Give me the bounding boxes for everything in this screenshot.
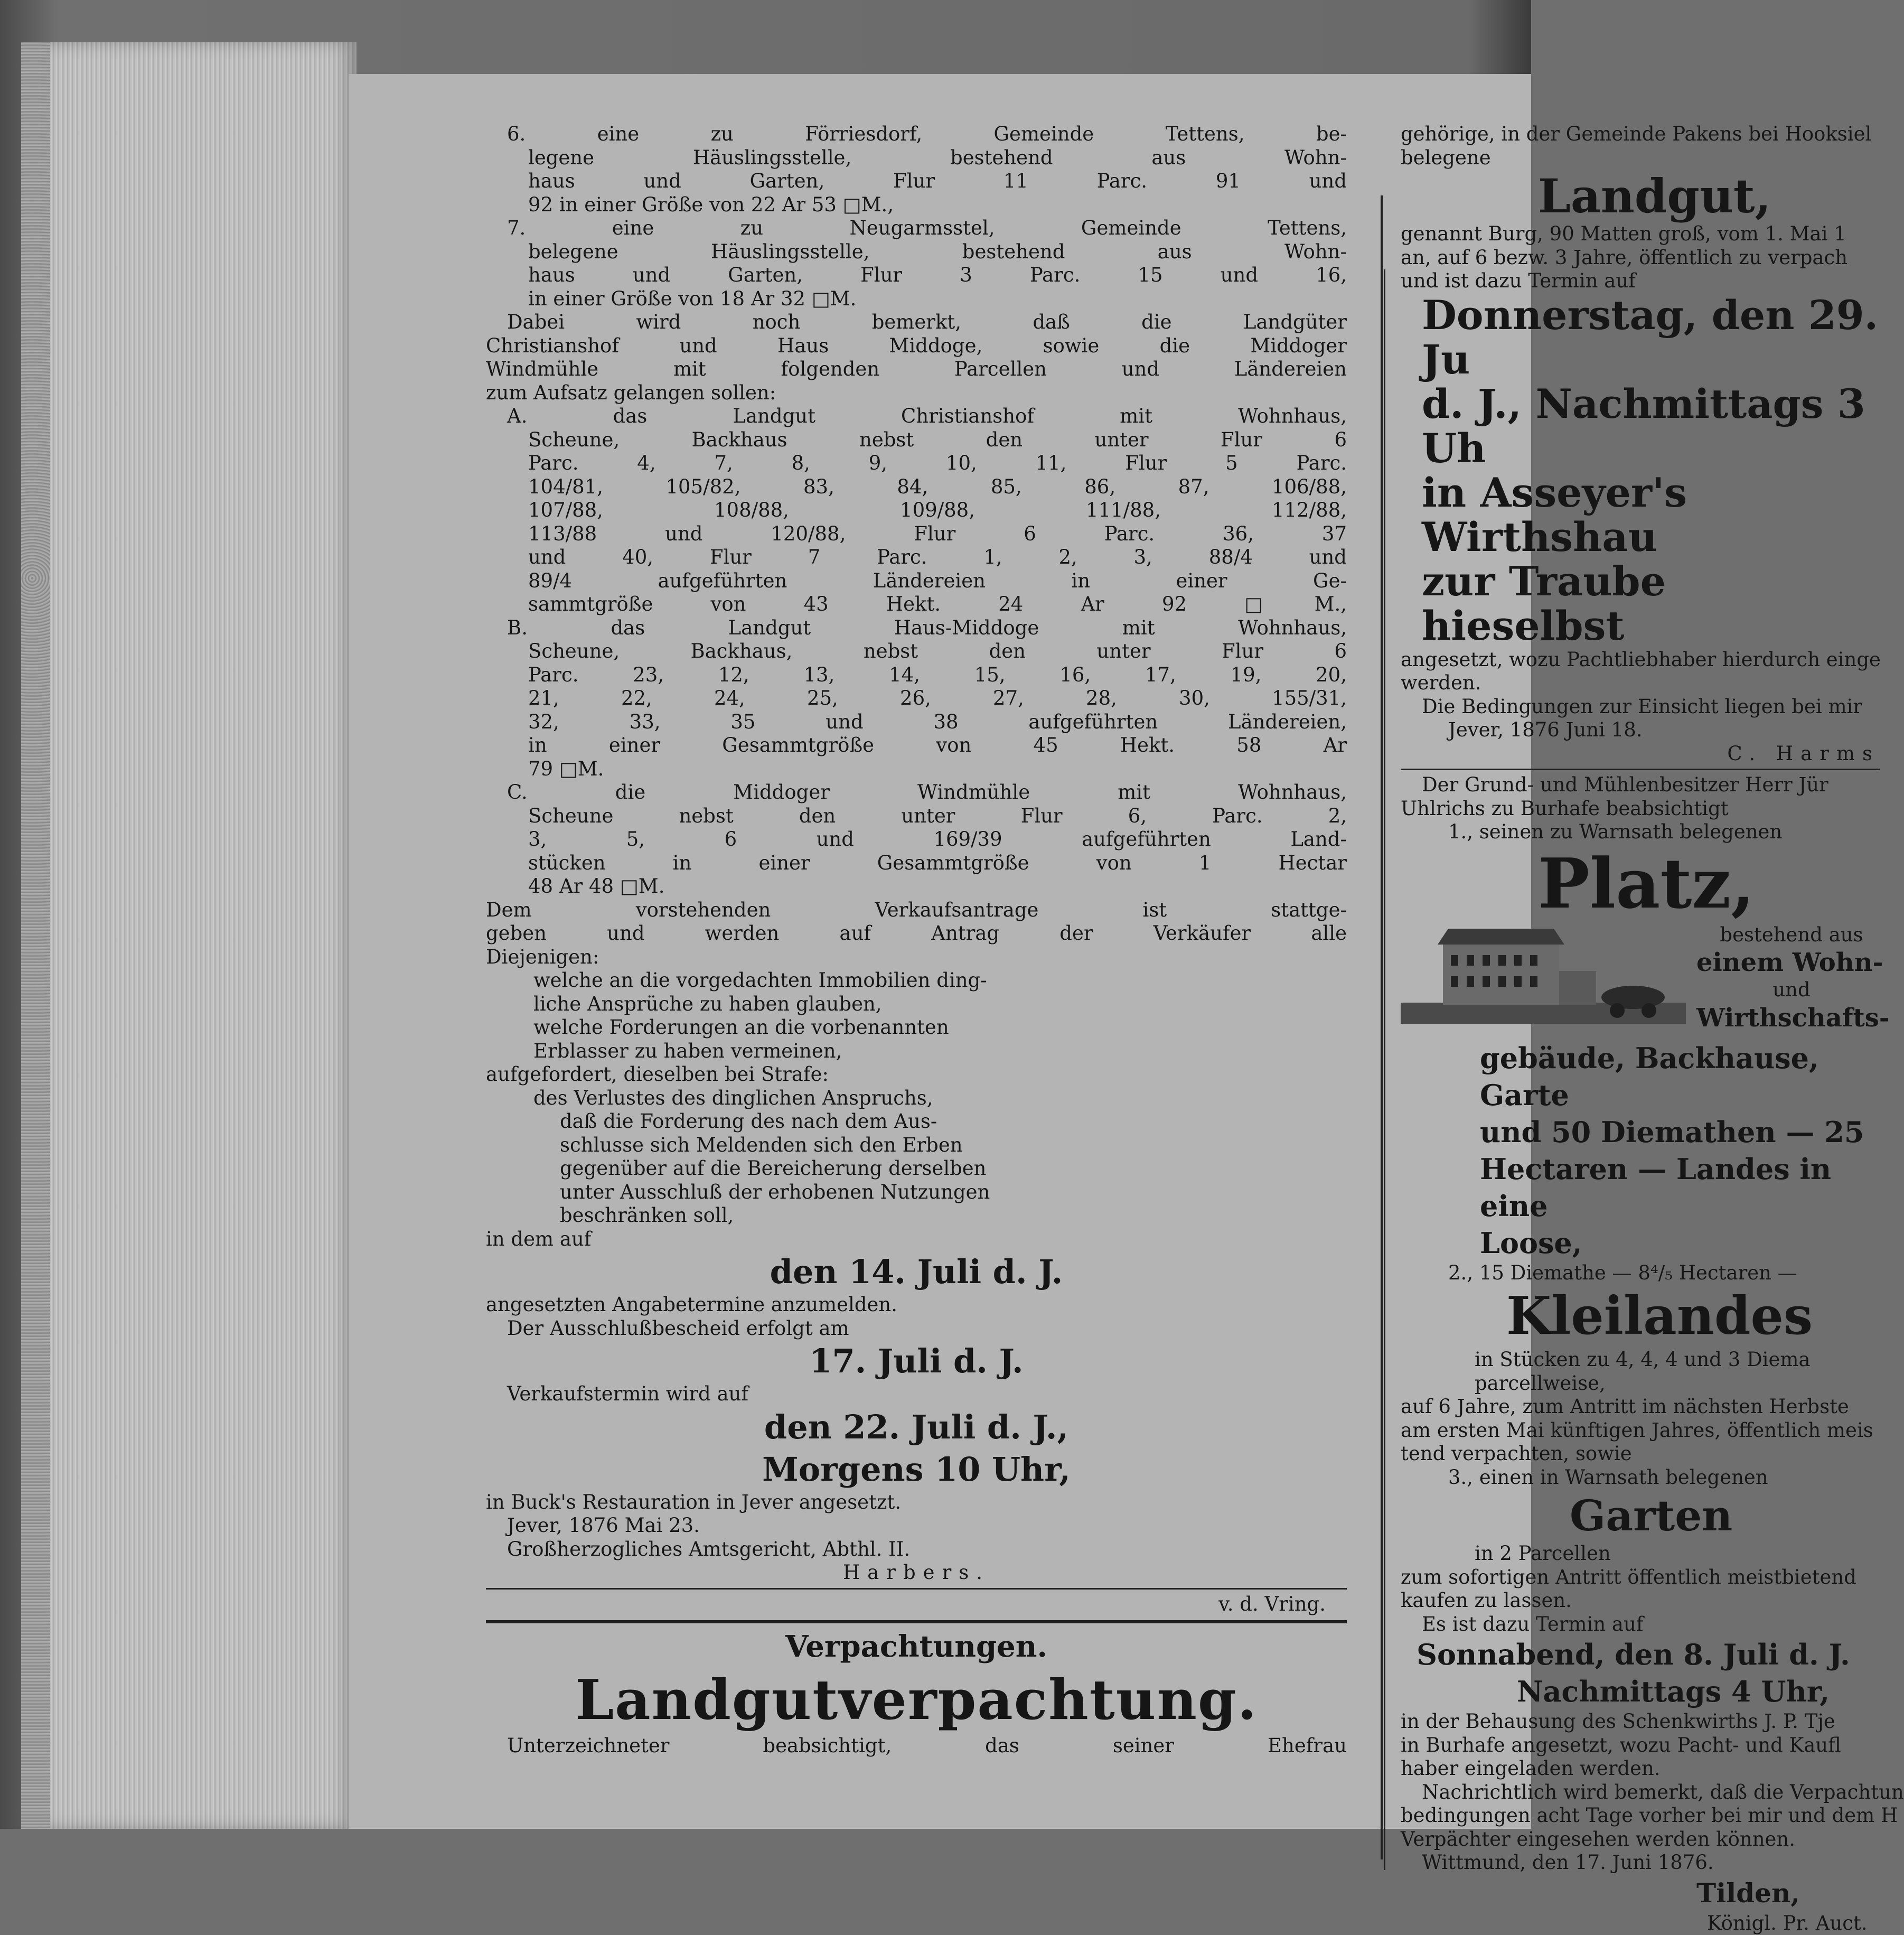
text-line: bedingungen acht Tage vorher bei mir und dem H [1401, 1804, 1880, 1828]
decree-paragraph [486, 899, 1347, 969]
text-line: genannt Burg, 90 Matten groß, vom 1. Mai 1 [1401, 222, 1880, 246]
text-line: einem Wohn- [1696, 947, 1887, 978]
text-line: 92 in einer Größe von 22 Ar 53 □M., [507, 193, 1347, 217]
text-line: 48 Ar 48 □M. [507, 875, 1347, 899]
section-header: Verpachtungen. [486, 1628, 1347, 1666]
text-line: Nachrichtlich wird bemerkt, daß die Verpachtun [1401, 1781, 1880, 1805]
text-line: auf 6 Jahre, zum Antritt im nächsten Herbste [1401, 1395, 1880, 1419]
text-line: 1., seinen zu Warnsath belegenen [1401, 820, 1880, 844]
text-line: in 2 Parcellen [1401, 1542, 1880, 1566]
text-line: 113/88 und 120/88, Flur 6 Parc. 36, 37 [507, 522, 1347, 546]
text-line: haus und Garten, Flur 3 Parc. 15 und 16, [507, 264, 1347, 287]
text-line: Erblasser zu haben vermeinen, [533, 1040, 1347, 1063]
text-line: Windmühle mit folgenden Parcellen und Ländereien [486, 358, 1347, 381]
text-line: unter Ausschluß der erhobenen Nutzungen [560, 1181, 1347, 1204]
text-line: angesetzten Angabetermine anzumelden. [486, 1293, 1347, 1317]
text-line: angesetzt, wozu Pachtliebhaber hierdurch einge [1401, 648, 1880, 672]
text-line: stücken in einer Gesammtgröße von 1 Hectar [507, 852, 1347, 875]
text-line: C. die Middoger Windmühle mit Wohnhaus, [507, 781, 1347, 805]
text-line: welche an die vorgedachten Immobilien ding- [533, 969, 1347, 993]
text-line: Loose, [1401, 1224, 1880, 1261]
place-date: Jever, 1876 Mai 23. [486, 1514, 1347, 1538]
text-line: 21, 22, 24, 25, 26, 27, 28, 30, 155/31, [507, 687, 1347, 711]
text-line: B. das Landgut Haus-Middoge mit Wohnhaus, [507, 616, 1347, 640]
termin-line: zur Traube hieselbst [1401, 559, 1880, 648]
court-name: Großherzogliches Amtsgericht, Abthl. II. [486, 1538, 1347, 1562]
item-a [486, 405, 1347, 616]
text-line: A. das Landgut Christianshof mit Wohnhaus, [507, 405, 1347, 428]
item-b [486, 616, 1347, 781]
headline: Platz, [1401, 844, 1880, 923]
platz-block [1401, 923, 1880, 1040]
text-line: beschränken soll, [560, 1204, 1347, 1228]
text-line: belegene [1401, 146, 1880, 170]
text-line: 3., einen in Warnsath belegenen [1401, 1466, 1880, 1490]
text-line: Verkaufstermin wird auf [486, 1382, 1347, 1406]
text-line: 104/81, 105/82, 83, 84, 85, 86, 87, 106/88, [507, 475, 1347, 499]
items-6-7 [486, 123, 1347, 311]
text-line: Dem vorstehenden Verkaufsantrage ist stattge- [486, 899, 1347, 922]
text-line: des Verlustes des dinglichen Anspruchs, [486, 1087, 1347, 1110]
text-line: bestehend aus [1696, 923, 1887, 947]
signature: C. Harms [1401, 742, 1880, 766]
text-line: 89/4 aufgeführten Ländereien in einer Ge- [507, 569, 1347, 593]
text-line: sammtgröße von 43 Hekt. 24 Ar 92 □M., [507, 593, 1347, 616]
item-c [486, 781, 1347, 899]
text-line: zum Aufsatz gelangen sollen: [486, 381, 1347, 405]
text-line: Der Ausschlußbescheid erfolgt am [486, 1317, 1347, 1341]
text-line: belegene Häuslingsstelle, bestehend aus Wohn- [507, 240, 1347, 264]
text-line: welche Forderungen an die vorbenannten [533, 1016, 1347, 1040]
text-line: Scheune, Backhaus nebst den unter Flur 6 [507, 428, 1347, 452]
text-line: 6. eine zu Förriesdorf, Gemeinde Tettens, be- [507, 123, 1347, 146]
text-line: Es ist dazu Termin auf [1401, 1613, 1880, 1637]
termin-line: Donnerstag, den 29. Ju [1401, 293, 1880, 382]
text-line: an, auf 6 bezw. 3 Jahre, öffentlich zu verpach [1401, 246, 1880, 270]
text-line: Verpächter eingesehen werden können. [1401, 1828, 1880, 1852]
text-line: gebäude, Backhause, Garte [1401, 1040, 1880, 1114]
termin-line: d. J., Nachmittags 3 Uh [1401, 382, 1880, 471]
text-line: Hectaren — Landes in eine [1401, 1151, 1880, 1224]
text-line: Unterzeichneter beabsichtigt, das seiner Ehefrau [486, 1734, 1347, 1758]
text-line: gehörige, in der Gemeinde Pakens bei Hooksiel [1401, 123, 1880, 146]
text-line: in Buck's Restauration in Jever angesetzt. [486, 1491, 1347, 1515]
strafe-2 [486, 1110, 1347, 1228]
decree-sub [486, 969, 1347, 1063]
text-line: Scheune, Backhaus, nebst den unter Flur 6 [507, 640, 1347, 663]
text-line: in dem auf [486, 1228, 1347, 1251]
termin-line: in Asseyer's Wirthshau [1401, 471, 1880, 559]
platz-caption [1696, 923, 1887, 1034]
right-column [1401, 123, 1880, 1935]
place-date: Jever, 1876 Juni 18. [1401, 718, 1880, 742]
text-line: 7. eine zu Neugarmsstel, Gemeinde Tettens, [507, 217, 1347, 240]
text-line: Der Grund- und Mühlenbesitzer Herr Jür [1401, 773, 1880, 797]
intro-paragraph [486, 311, 1347, 405]
text-line: haus und Garten, Flur 11 Parc. 91 und [507, 170, 1347, 193]
text-line: haber eingeladen werden. [1401, 1757, 1880, 1781]
text-line: Dabei wird noch bemerkt, daß die Landgüter [486, 311, 1347, 334]
headline: Landgut, [1401, 170, 1880, 222]
divider-thick [486, 1620, 1347, 1623]
text-line: in Burhafe angesetzt, wozu Pacht- und Kaufl [1401, 1734, 1880, 1758]
text-line: in der Behausung des Schenkwirths J. P. Tje [1401, 1710, 1880, 1734]
column-rule-secondary [1384, 269, 1385, 1870]
text-line: aufgefordert, dieselben bei Strafe: [486, 1063, 1347, 1087]
text-line: Wirthschafts- [1696, 1002, 1887, 1034]
date-heading: 17. Juli d. J. [486, 1340, 1347, 1382]
text-line: und [1696, 978, 1887, 1002]
page-edges [50, 42, 357, 1829]
text-line: 2., 15 Diemathe — 8⁴/₅ Hectaren — [1401, 1261, 1880, 1285]
text-line: tend verpachten, sowie [1401, 1442, 1880, 1466]
text-line: geben und werden auf Antrag der Verkäufer alle [486, 922, 1347, 946]
text-line: 107/88, 108/88, 109/88, 111/88, 112/88, [507, 499, 1347, 522]
text-line: daß die Forderung des nach dem Aus- [560, 1110, 1347, 1134]
divider [1401, 769, 1880, 770]
text-line: und 40, Flur 7 Parc. 1, 2, 3, 88/4 und [507, 546, 1347, 569]
signature-title: Königl. Pr. Auct. [1401, 1912, 1880, 1935]
text-line: Die Bedingungen zur Einsicht liegen bei mir [1401, 695, 1880, 719]
column-rule [1381, 195, 1383, 1859]
text-line: in einer Gesammtgröße von 45 Hekt. 58 Ar [507, 734, 1347, 758]
date-heading: den 22. Juli d. J., [486, 1406, 1347, 1448]
farmhouse-illustration [1401, 923, 1686, 1040]
signature: Tilden, [1401, 1875, 1880, 1912]
text-line: in Stücken zu 4, 4, 4 und 3 Diema [1401, 1348, 1880, 1372]
termin-line: Sonnabend, den 8. Juli d. J. [1401, 1636, 1880, 1673]
text-line: 32, 33, 35 und 38 aufgeführten Ländereien, [507, 711, 1347, 734]
text-line: zum sofortigen Antritt öffentlich meistbietend [1401, 1566, 1880, 1590]
text-line: gegenüber auf die Bereicherung derselben [560, 1157, 1347, 1181]
newspaper-page [349, 74, 1531, 1829]
text-line: schlusse sich Meldenden sich den Erben [560, 1134, 1347, 1157]
text-line: Diejenigen: [486, 946, 1347, 969]
text-line: parcellweise, [1401, 1372, 1880, 1396]
text-line: werden. [1401, 671, 1880, 695]
headline: Garten [1401, 1489, 1880, 1542]
text-line: liche Ansprüche zu haben glauben, [533, 993, 1347, 1016]
text-line: Uhlrichs zu Burhafe beabsichtigt [1401, 797, 1880, 821]
text-line: Christianshof und Haus Middoge, sowie die Middoger [486, 334, 1347, 358]
text-line: legene Häuslingsstelle, bestehend aus Wohn- [507, 146, 1347, 170]
headline: Kleilandes [1401, 1285, 1880, 1348]
text-line: und 50 Diemathen — 25 [1401, 1114, 1880, 1151]
text-line: 79 □M. [507, 758, 1347, 781]
text-line: in einer Größe von 18 Ar 32 □M. [507, 287, 1347, 311]
divider [486, 1588, 1347, 1590]
text-line: 3, 5, 6 und 169/39 aufgeführten Land- [507, 828, 1347, 852]
place-date: Wittmund, den 17. Juni 1876. [1401, 1851, 1880, 1875]
signature: Harbers. [486, 1561, 1347, 1585]
headline: Landgutverpachtung. [486, 1666, 1347, 1734]
termin-line: Nachmittags 4 Uhr, [1401, 1673, 1880, 1710]
text-line: am ersten Mai künftigen Jahres, öffentlich meis [1401, 1419, 1880, 1443]
counter-signature: v. d. Vring. [486, 1593, 1347, 1616]
text-line: Scheune nebst den unter Flur 6, Parc. 2, [507, 805, 1347, 828]
date-heading: den 14. Juli d. J. [486, 1251, 1347, 1293]
time-heading: Morgens 10 Uhr, [486, 1448, 1347, 1491]
text-line: kaufen zu lassen. [1401, 1589, 1880, 1613]
text-line: Parc. 4, 7, 8, 9, 10, 11, Flur 5 Parc. [507, 452, 1347, 475]
text-line: und ist dazu Termin auf [1401, 269, 1880, 293]
text-line: Parc. 23, 12, 13, 14, 15, 16, 17, 19, 20, [507, 663, 1347, 687]
left-column [486, 123, 1347, 1758]
